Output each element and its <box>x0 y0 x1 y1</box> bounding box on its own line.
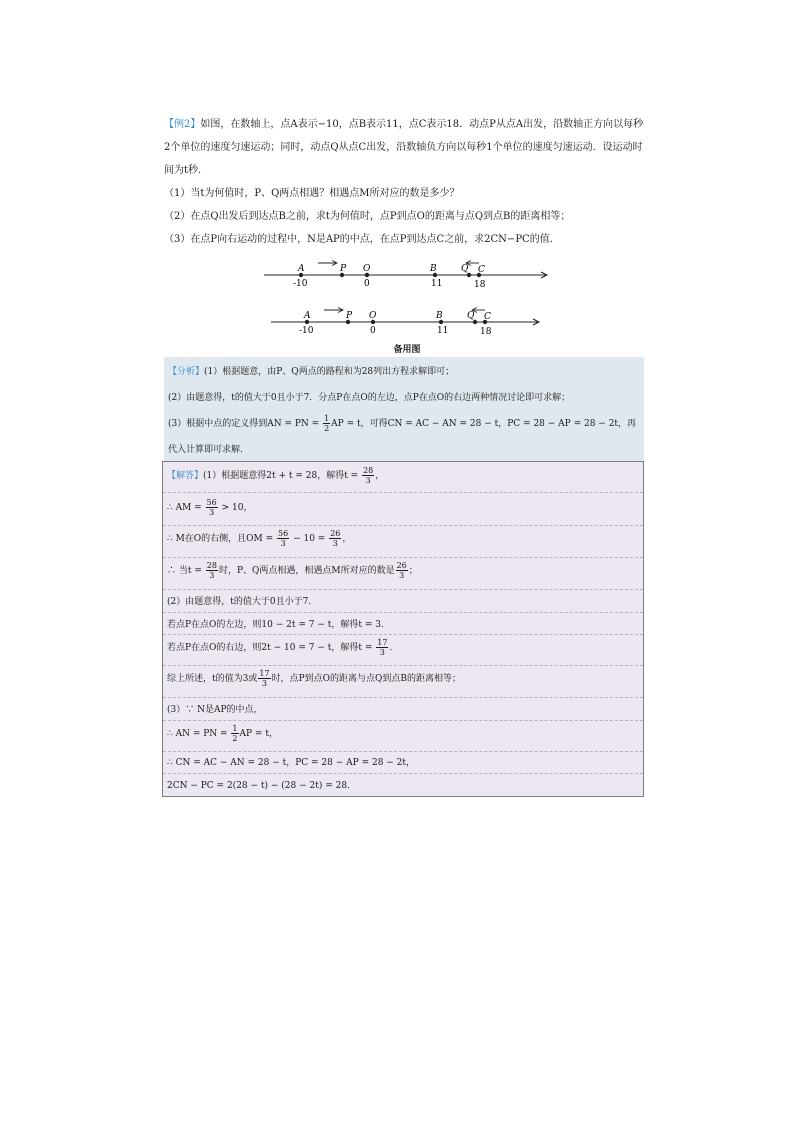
label-O: O <box>363 264 371 274</box>
solution-line-6: 若点P在点O的左边，则10 − 2t = 7 − t，解得t = 3． <box>167 620 390 630</box>
label-P: P <box>346 311 353 321</box>
value-O: 0 <box>370 326 376 336</box>
solution-line-8: 综上所述，t的值为3或 $\frac{17}{3}$ 时，点P到点O的距离与点Q到点B的距离相等； <box>167 669 461 688</box>
label-C: C <box>484 312 491 322</box>
number-line-figure <box>262 258 552 354</box>
value-C: 18 <box>480 327 492 337</box>
label-P: P <box>340 264 347 274</box>
solution-line-3: ∴ M在O的右侧，且OM = $\frac{56}{3}$ − 10 = $\frac{26}{3}$ ， <box>167 529 352 548</box>
value-B: 11 <box>437 326 449 336</box>
solution-line-5: (2）由题意得，t的值大于0且小于7． <box>167 597 318 607</box>
solution-tag: 【解答】 <box>167 471 204 481</box>
value-O: 0 <box>364 279 370 289</box>
solution-line-11: ∴ CN = AC − AN = 28 − t，PC = 28 − AP = 28 − 2t， <box>167 758 416 768</box>
value-A: -10 <box>299 326 314 336</box>
example-tag: 【例2】 <box>164 119 201 130</box>
value-B: 11 <box>431 279 443 289</box>
label-C: C <box>478 265 485 275</box>
label-A: A <box>304 311 311 321</box>
analysis-tag: 【分析】 <box>168 367 205 377</box>
solution-line-9: (3）∵ N是AP的中点， <box>167 705 263 715</box>
question-3: （3）在点P向右运动的过程中，N是AP的中点，在点P到达点C之前，求2CN−PC的值． <box>164 234 560 245</box>
solution-line-12: 2CN − PC = 2(28 − t) − (28 − 2t) = 28． <box>167 781 357 791</box>
number-line-spare <box>271 308 539 338</box>
solution-line-7: 若点P在点O的右边，则2t − 10 = 7 − t，解得t = $\frac{17}{3}$ ． <box>167 638 399 657</box>
question-2: （2）在点Q出发后到达点B之前，求t为何值时，点P到点O的距离与点Q到点B的距离相等； <box>164 211 571 222</box>
solution-line-4: ∴ 当t = $\frac{28}{3}$ 时，P、Q两点相遇，相遇点M所对应的数是 $\frac{26}{3}$ ； <box>167 561 418 580</box>
analysis-line-1: 【分析】(1）根据题意，由P、Q两点的路程和为28列出方程求解即可； <box>168 367 455 377</box>
value-C: 18 <box>474 280 486 290</box>
label-Q: Q <box>461 264 469 274</box>
solution-line-2: ∴ AM = $\frac{56}{3}$ > 10， <box>167 498 253 517</box>
analysis-line-2: (2）由题意得，t的值大于0且小于7．分点P在点O的左边，点P在点O的右边两种情况讨论即可求解； <box>168 393 571 403</box>
fraction: $\frac{1}{2}$ <box>324 414 330 433</box>
figure-caption: 备用图 <box>393 345 421 355</box>
problem-intro: 【例2】如图，在数轴上，点A表示−10，点B表示11，点C表示18．动点P从点A出发，沿数轴正方向以每秒2个单位的速度匀速运动；同时，动点Q从点C出发，沿数轴负方向以每秒1个单位的速度匀速运动．设运动时间为t秒． <box>164 119 644 176</box>
solution-box <box>162 461 644 797</box>
label-O: O <box>369 311 377 321</box>
value-A: -10 <box>293 279 308 289</box>
label-A: A <box>298 264 305 274</box>
question-1: （1）当t为何值时，P、Q两点相遇？相遇点M所对应的数是多少？ <box>164 188 460 199</box>
number-line-main <box>264 261 547 291</box>
analysis-line-3: (3）根据中点的定义得到AN = PN = $\frac{1}{2}$ AP = t，可得CN = AC − AN = 28 − t，PC = 28 − AP = 28 − 2t，再 <box>168 414 637 433</box>
number-lines-svg <box>262 258 552 342</box>
analysis-box <box>164 357 644 461</box>
solution-line-1: 【解答】(1）根据题意得2t + t = 28，解得t = $\frac{28}{3}$ ， <box>167 466 385 485</box>
label-Q: Q <box>467 311 475 321</box>
problem-statement <box>164 113 646 251</box>
analysis-line-4: 代入计算即可求解． <box>168 445 250 455</box>
solution-line-10: ∴ AN = PN = $\frac{1}{2}$ AP = t， <box>167 724 278 743</box>
label-B: B <box>430 264 437 274</box>
label-B: B <box>436 311 443 321</box>
